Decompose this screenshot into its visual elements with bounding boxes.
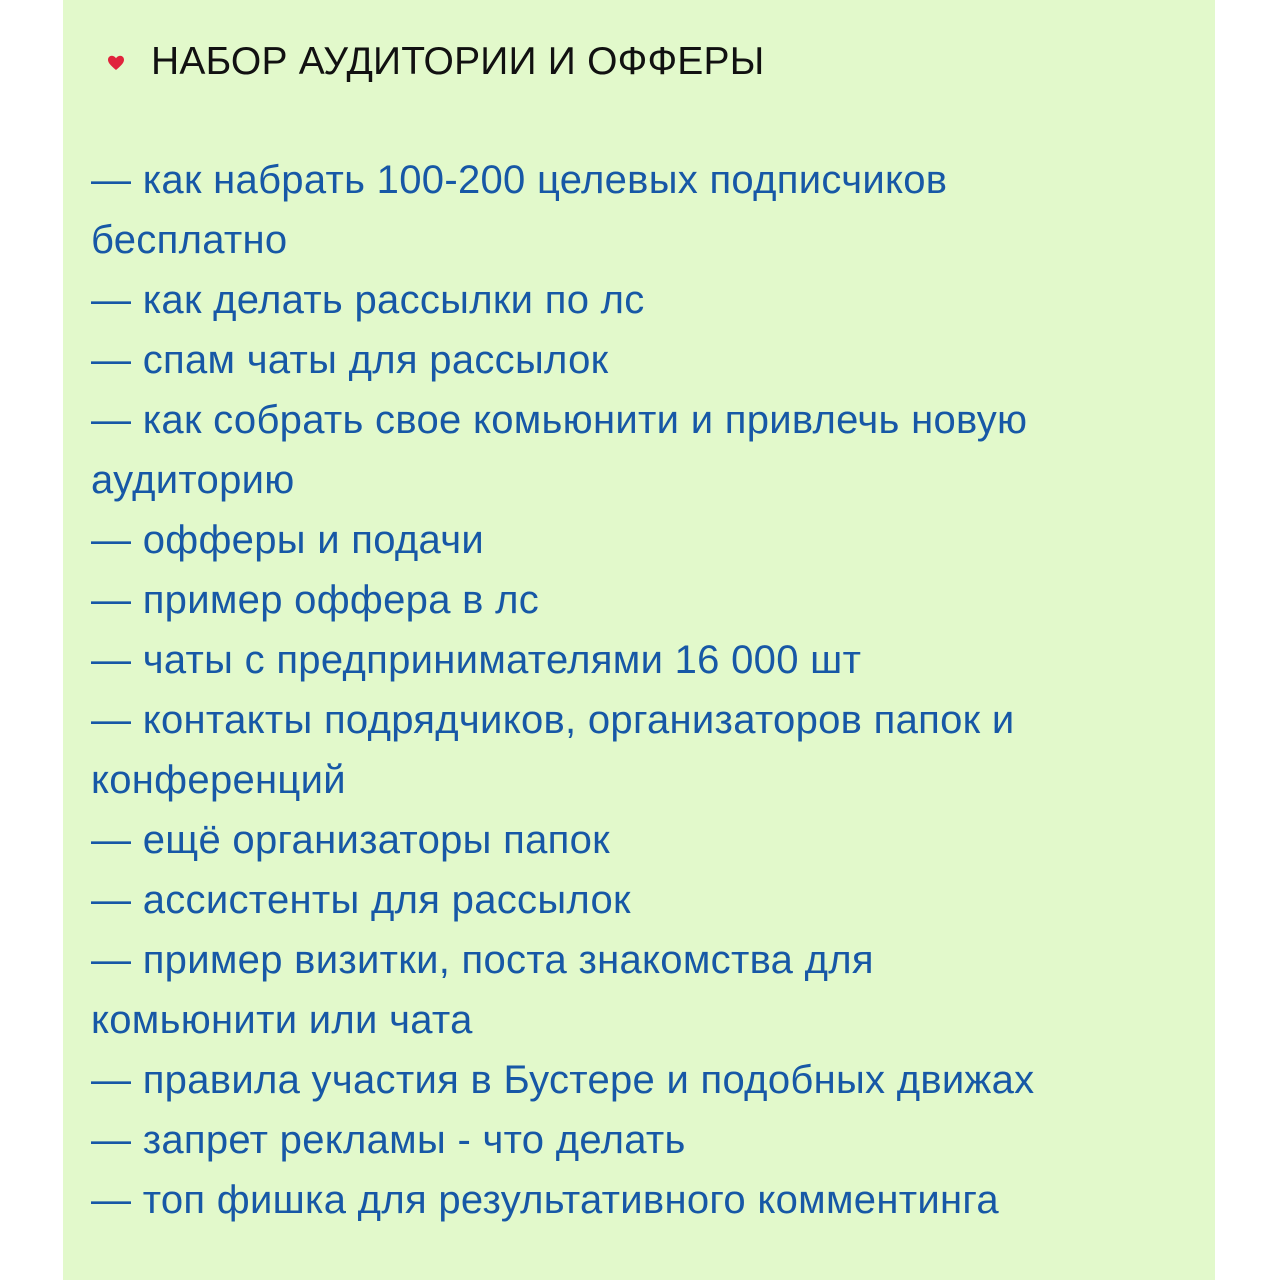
- list-item: — пример визитки, поста знакомства для комьюнити или чата: [91, 938, 874, 1042]
- topic-list: [91, 150, 1191, 1230]
- list-item: — как делать рассылки по лс: [91, 278, 645, 322]
- list-item: — пример оффера в лс: [91, 578, 540, 622]
- post-heading: НАБОР АУДИТОРИИ И ОФФЕРЫ: [151, 40, 765, 83]
- list-item: — спам чаты для рассылок: [91, 338, 609, 382]
- list-item: — ещё организаторы папок: [91, 818, 610, 862]
- list-item: — запрет рекламы - что делать: [91, 1118, 686, 1162]
- list-item: — ассистенты для рассылок: [91, 878, 631, 922]
- list-item: — офферы и подачи: [91, 518, 485, 562]
- list-item: — чаты с предпринимателями 16 000 шт: [91, 638, 862, 682]
- list-item: — топ фишка для результативного комментинга: [91, 1178, 999, 1222]
- list-item: — контакты подрядчиков, организаторов папок и конференций: [91, 698, 1015, 802]
- list-item: — как собрать свое комьюнити и привлечь новую аудиторию: [91, 398, 1028, 502]
- message-bubble: [63, 0, 1215, 1280]
- list-item: — правила участия в Бустере и подобных движах: [91, 1058, 1035, 1102]
- list-item: — как набрать 100-200 целевых подписчиков бесплатно: [91, 158, 948, 262]
- post-heading-row: [107, 34, 764, 90]
- heart-icon: [107, 54, 125, 72]
